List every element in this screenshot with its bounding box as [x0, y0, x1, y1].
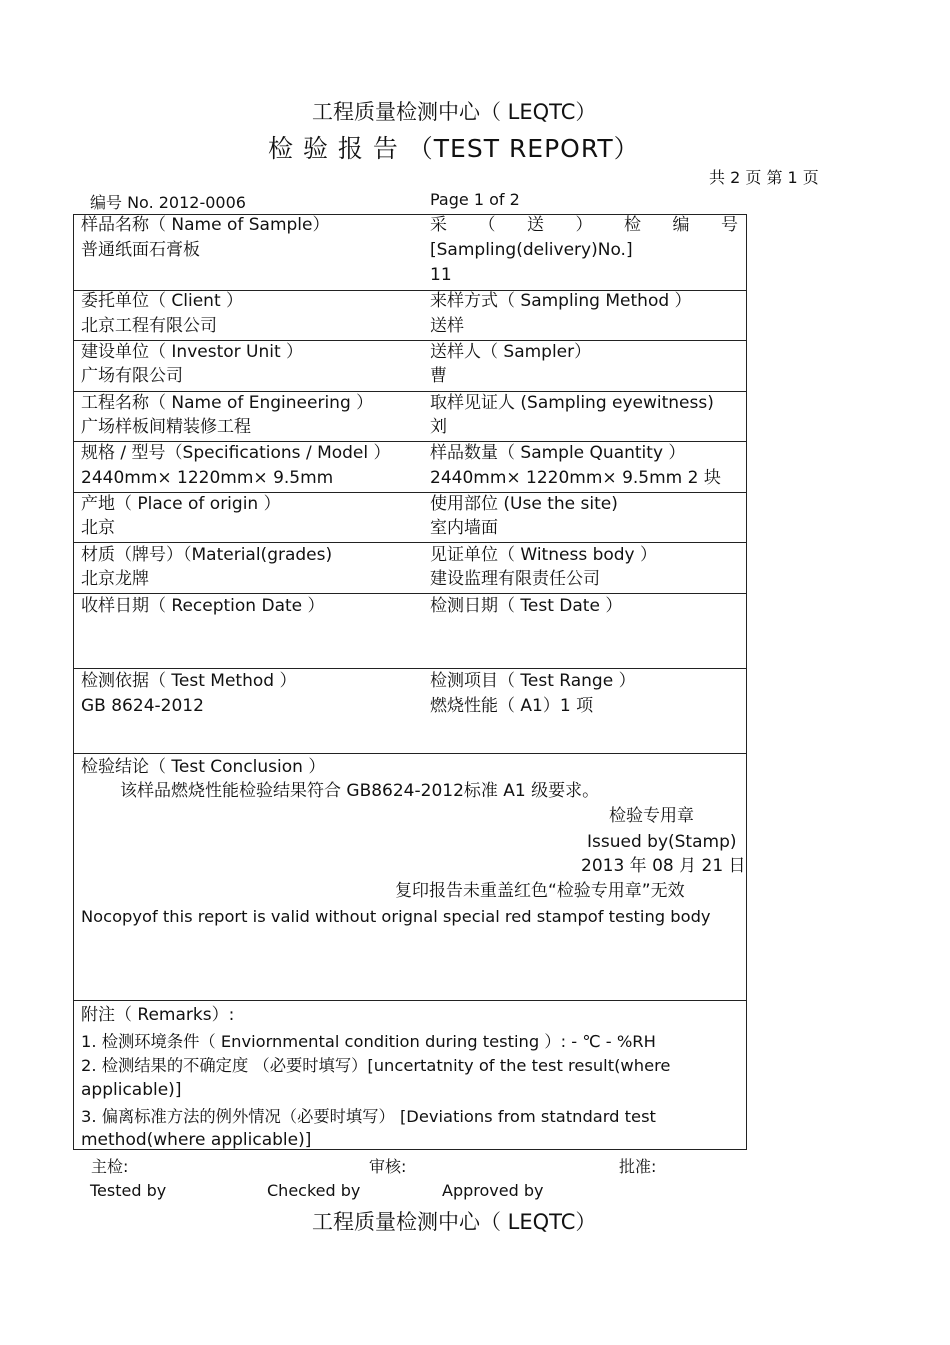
origin-label: 产地（ Place of origin ） — [81, 494, 281, 514]
sampling-method-label: 来样方式（ Sampling Method ） — [430, 291, 692, 311]
sampling-no-value: 11 — [430, 265, 452, 285]
remark-item-2: 2. 检测结果的不确定度 （必要时填写）[uncertatnity of the test result(where — [81, 1056, 671, 1075]
client-value: 北京工程有限公司 — [81, 316, 217, 336]
tester-label-en: Tested by — [90, 1181, 167, 1200]
org-title: 工程质量检测中心（ LEQTC） — [312, 100, 597, 124]
row-divider — [73, 753, 747, 754]
copy-notice-en: Nocopyof this report is valid without orignal special red stampof testing body — [81, 907, 711, 926]
conclusion-text: 该样品燃烧性能检验结果符合 GB8624-2012标准 A1 级要求。 — [120, 781, 600, 801]
client-label: 委托单位（ Client ） — [81, 291, 244, 311]
approver-label-cn: 批准: — [619, 1157, 657, 1176]
material-label: 材质（牌号）（Material(grades) — [81, 545, 333, 565]
page-of: Page 1 of 2 — [430, 190, 520, 209]
sample-name-value: 普通纸面石膏板 — [81, 240, 200, 260]
page-count: 共 2 页 第 1 页 — [709, 168, 819, 187]
remark-item-3: 3. 偏离标准方法的例外情况（必要时填写） [Deviations from statndard test — [81, 1107, 656, 1126]
report-title: 检 验 报 告 （TEST REPORT） — [268, 134, 640, 163]
remarks-label: 附注（ Remarks）: — [81, 1005, 235, 1025]
sampling-method-value: 送样 — [430, 316, 464, 336]
label-char: ） — [575, 215, 593, 235]
remark-item-1: 1. 检测环境条件（ Enviornmental condition during testing ）: - ℃ - %RH — [81, 1032, 656, 1051]
issue-date: 2013 年 08 月 21 日 — [581, 856, 746, 876]
quantity-label: 样品数量（ Sample Quantity ） — [430, 443, 686, 463]
use-site-label: 使用部位 (Use the site) — [430, 494, 618, 514]
report-number: 编号 No. 2012-0006 — [90, 193, 246, 212]
label-char: 采 — [430, 215, 447, 235]
origin-value: 北京 — [81, 518, 115, 538]
checker-label-cn: 审核: — [369, 1157, 407, 1176]
witness-value: 建设监理有限责任公司 — [430, 569, 600, 589]
footer-org-title: 工程质量检测中心（ LEQTC） — [312, 1210, 597, 1234]
eyewitness-value: 刘 — [430, 417, 447, 437]
remark-item-3-cont: method(where applicable)] — [81, 1130, 312, 1150]
sampler-value: 曹 — [430, 366, 447, 386]
label-char: 号 — [721, 215, 738, 235]
stamp-en: Issued by(Stamp) — [587, 832, 737, 852]
tester-label-cn: 主检: — [91, 1157, 129, 1176]
label-char: 检 — [624, 215, 641, 235]
checker-label-en: Checked by — [267, 1181, 361, 1200]
spec-label: 规格 / 型号（Specifications / Model ） — [81, 443, 391, 463]
remark-item-2-cont: applicable)] — [81, 1080, 182, 1100]
test-range-value: 燃烧性能（ A1）1 项 — [430, 696, 594, 716]
sampling-no-label — [430, 213, 738, 238]
label-char: （ — [478, 215, 496, 235]
quantity-value: 2440mm× 1220mm× 9.5mm 2 块 — [430, 468, 721, 488]
witness-label: 见证单位（ Witness body ） — [430, 545, 658, 565]
investor-value: 广场有限公司 — [81, 366, 183, 386]
test-date-label: 检测日期（ Test Date ） — [430, 596, 623, 616]
copy-notice-cn: 复印报告未重盖红色“检验专用章”无效 — [395, 881, 685, 901]
engineering-label: 工程名称（ Name of Engineering ） — [81, 393, 374, 413]
sample-name-label: 样品名称（ Name of Sample） — [81, 215, 330, 235]
test-range-label: 检测项目（ Test Range ） — [430, 671, 636, 691]
label-char: 送 — [527, 215, 544, 235]
test-method-value: GB 8624-2012 — [81, 696, 204, 716]
material-value: 北京龙牌 — [81, 569, 149, 589]
approver-label-en: Approved by — [442, 1181, 544, 1200]
conclusion-label: 检验结论（ Test Conclusion ） — [81, 757, 326, 777]
use-site-value: 室内墙面 — [430, 518, 498, 538]
eyewitness-label: 取样见证人 (Sampling eyewitness) — [430, 393, 714, 413]
sampler-label: 送样人（ Sampler） — [430, 342, 592, 362]
label-char: 编 — [672, 215, 690, 235]
test-method-label: 检测依据（ Test Method ） — [81, 671, 297, 691]
stamp-cn: 检验专用章 — [609, 806, 694, 826]
reception-date-label: 收样日期（ Reception Date ） — [81, 596, 325, 616]
spec-value: 2440mm× 1220mm× 9.5mm — [81, 468, 334, 488]
engineering-value: 广场样板间精装修工程 — [81, 417, 251, 437]
sampling-no-label-en: [Sampling(delivery)No.] — [430, 240, 633, 260]
investor-label: 建设单位（ Investor Unit ） — [81, 342, 304, 362]
row-divider — [73, 1000, 747, 1001]
